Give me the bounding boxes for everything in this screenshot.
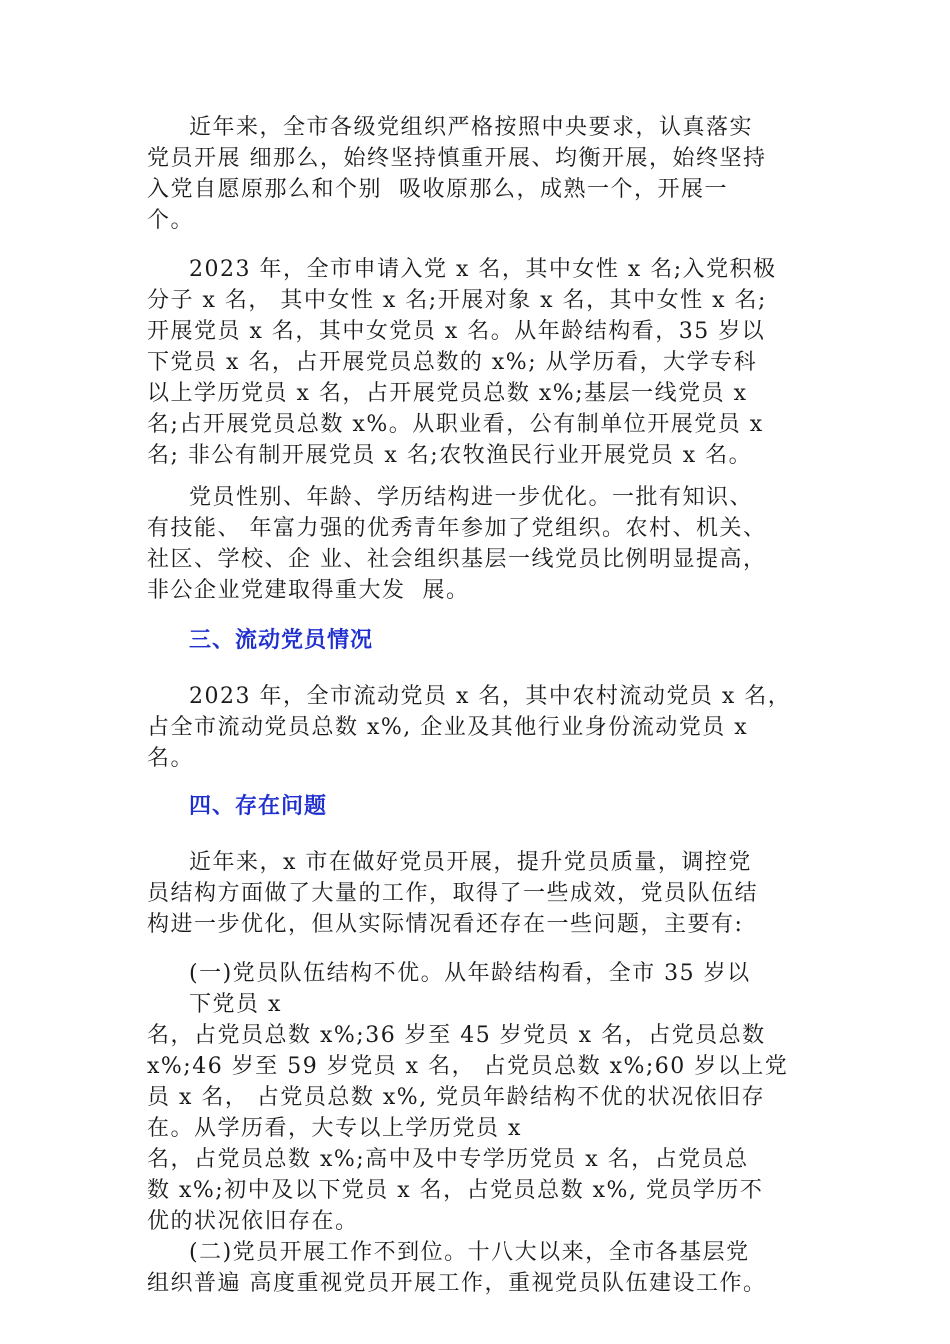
text-line: 党员开展 细那么，始终坚持慎重开展、均衡开展，始终坚持 — [147, 146, 767, 171]
text-line: 占全市流动党员总数 x%, 企业及其他行业身份流动党员 x — [147, 715, 749, 740]
text-line: 分子 x 名， 其中女性 x 名;开展对象 x 名，其中女性 x 名; — [147, 288, 767, 313]
text-line: 党员性别、年龄、学历结构进一步优化。一批有知识、 — [189, 485, 754, 510]
text-line: 员结构方面做了大量的工作，取得了一些成效，党员队伍结 — [147, 881, 759, 906]
text-line: 员 x 名， 占党员总数 x%, 党员年龄结构不优的状况依旧存 — [147, 1085, 766, 1110]
text-line: 非公企业党建取得重大发 展。 — [147, 578, 470, 603]
paragraph-statistics-2023 — [147, 254, 807, 471]
text-line: 下党员 x 名，占开展党员总数的 x%; 从学历看，大学专科 — [147, 350, 758, 375]
text-line: (二)党员开展工作不到位。十八大以来，全市各基层党 — [189, 1240, 750, 1265]
paragraph-intro — [147, 112, 807, 236]
text-line: 开展党员 x 名，其中女党员 x 名。从年龄结构看，35 岁以 — [147, 319, 766, 344]
text-line: (一)党员队伍结构不优。从年龄结构看，全市 35 岁以 — [189, 961, 751, 986]
section-heading-problems: 四、存在问题 — [189, 794, 328, 819]
text-line: 名，占党员总数 x%;高中及中专学历党员 x 名，占党员总 — [147, 1147, 749, 1172]
text-line: 以上学历党员 x 名，占开展党员总数 x%;基层一线党员 x — [147, 381, 748, 406]
paragraph-development-problem — [147, 1237, 807, 1299]
paragraph-structure-problem — [147, 958, 807, 1237]
paragraph-floating-members — [147, 681, 807, 774]
text-line: 近年来，x 市在做好党员开展，提升党员质量，调控党 — [189, 850, 752, 875]
text-line: 个。 — [147, 208, 195, 233]
text-line: 2023 年，全市申请入党 x 名，其中女性 x 名;入党积极 — [189, 257, 777, 282]
text-line: 2023 年，全市流动党员 x 名，其中农村流动党员 x 名， — [189, 684, 792, 709]
text-line: 构进一步优化，但从实际情况看还存在一些问题，主要有: — [147, 912, 744, 937]
section-heading-floating-members: 三、流动党员情况 — [189, 628, 374, 653]
text-line: 有技能、 年富力强的优秀青年参加了党组织。农村、机关、 — [147, 516, 767, 541]
text-line: 社区、学校、企 业、社会组织基层一线党员比例明显提高， — [147, 547, 767, 572]
text-line: 名; 非公有制开展党员 x 名;农牧渔民行业开展党员 x 名。 — [147, 443, 753, 468]
paragraph-structure-optimization — [147, 482, 807, 606]
paragraph-problems-intro — [147, 847, 807, 940]
text-line: x%;46 岁至 59 岁党员 x 名， 占党员总数 x%;60 岁以上党 — [147, 1054, 789, 1079]
text-line: 名;占开展党员总数 x%。从职业看，公有制单位开展党员 x — [147, 412, 764, 437]
text-line: 入党自愿原那么和个别 吸收原那么，成熟一个，开展一 — [147, 177, 728, 202]
text-line: 名，占党员总数 x%;36 岁至 45 岁党员 x 名，占党员总数 — [147, 1023, 766, 1048]
text-line: 数 x%;初中及以下党员 x 名，占党员总数 x%, 党员学历不 — [147, 1178, 764, 1203]
text-line: 近年来，全市各级党组织严格按照中央要求，认真落实 — [189, 115, 754, 140]
text-line: 优的状况依旧存在。 — [147, 1209, 359, 1234]
text-line: 名。 — [147, 746, 195, 771]
text-line: 下党员 x — [189, 992, 282, 1017]
text-line: 在。从学历看，大专以上学历党员 x — [147, 1116, 522, 1141]
text-line: 组织普遍 高度重视党员开展工作，重视党员队伍建设工作。 — [147, 1271, 767, 1296]
